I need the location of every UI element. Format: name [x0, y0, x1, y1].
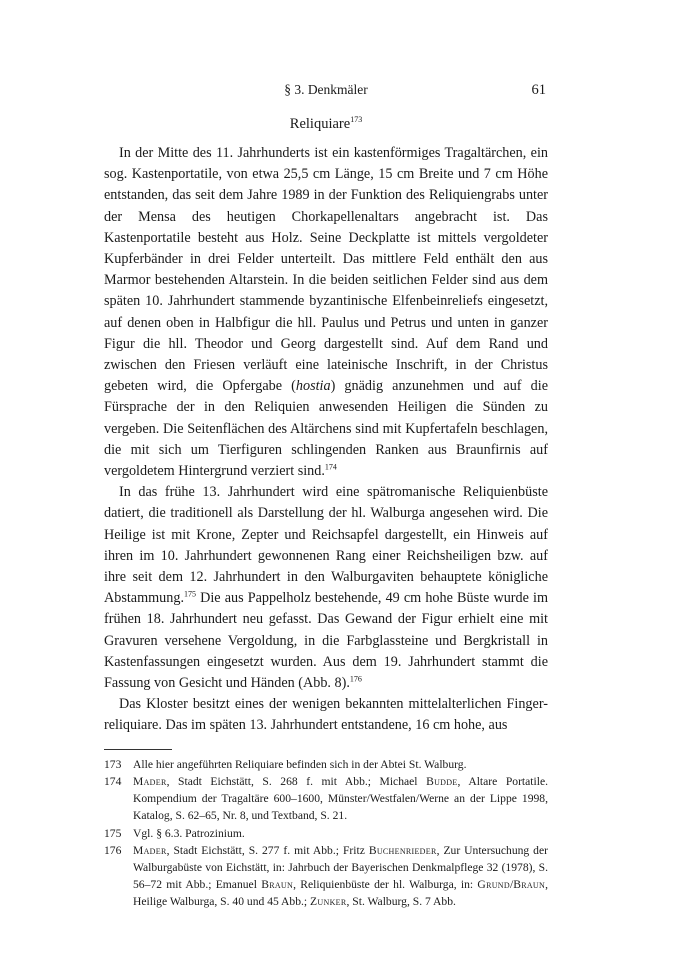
- paragraph-2: [104, 482, 548, 694]
- author-name: Braun: [513, 878, 546, 892]
- footnote-text-part: , Heilige Walburga, S. 40 und 45 Abb.;: [133, 878, 548, 909]
- footnote-text: Alle hier angeführten Reliquiare befinden sich in der Abtei St. Walburg.: [133, 757, 467, 771]
- author-name: Grund: [477, 878, 510, 892]
- footnote-number: 175: [104, 826, 122, 840]
- footnote-text-part: , Stadt Eichstätt, S. 268 f. mit Abb.; Michael: [166, 774, 427, 788]
- footnote-ref-176[interactable]: 176: [349, 674, 362, 684]
- paragraph-2-text: In das frühe 13. Jahrhundert wird eine spätromanische Reliquienbüste datiert, die traditionell als Darstellung der hl. Walburga angesehen wird. Die Heilige ist mit Krone, Zepter und Reichsapfel dargestellt, ein Hinweis auf ihren im 10. Jahrhundert gewonnenen Rang einer Reichsheiligen bzw. auf ihre seit dem 12. Jahrhundert in den Walburgaviten behauptete königliche Abstammung.: [104, 484, 548, 607]
- footnote-number: 173: [104, 757, 122, 771]
- paragraph-3-text: Das Kloster besitzt eines der wenigen bekannten mittelalterlichen Finger-reliquiare. Das im späten 13. Jahrhundert entstandene, 16 cm hohe, aus: [104, 696, 548, 734]
- footnote-text: Vgl. § 6.3. Patrozinium.: [133, 826, 245, 840]
- footnote-text-part: /: [509, 878, 514, 892]
- footnote-173: [104, 756, 548, 773]
- footnote-176: [104, 842, 548, 911]
- paragraph-1: [104, 143, 548, 482]
- footnote-175: [104, 825, 548, 842]
- paragraph-3: [104, 694, 548, 736]
- author-name: Buchenrieder: [368, 843, 437, 857]
- footnote-text-part: , St. Walburg, S. 7 Abb.: [346, 895, 456, 909]
- running-head-title: § 3. Denkmäler: [284, 82, 368, 97]
- footnote-text-part: , Zur Untersuchung der Walburgabüste von Eichstätt, in: Jahrbuch der Bayerischen Denkmalpflege 32 (1978), S. 56–72 mit Abb.; Emanuel: [133, 843, 548, 892]
- author-name: Mader: [133, 843, 167, 857]
- author-name: Braun: [261, 878, 294, 892]
- section-title: [104, 116, 548, 133]
- paragraph-1-text: In der Mitte des 11. Jahrhunderts ist ein kastenförmiges Tragaltärchen, ein sog. Kastenportatile, von etwa 25,5 cm Länge, 15 cm Breite und 7 cm Höhe entstanden, das seit dem Jahre 1989 in der Funktion des Reliquiengrabs unter der Mensa des heutigen Chorkapellenaltars angebracht ist. Das Kastenportatile besteht aus Holz. Seine Deckplatte ist mittels vergoldeter Kupferbänder in drei Felder unterteilt. Das mittlere Feld enthält den aus Marmor bestehenden Altarstein. In die beiden seitlichen Felder sind aus dem späten 10. Jahrhundert stammende byzantinische Elfenbeinreliefs eingesetzt, auf denen oben in Halbfigur die hll. Paulus und Petrus und unten in ganzer Figur die hll. Theodor und Georg dargestellt sind. Auf dem Rand und zwischen den Friesen verläuft eine lateinische Inschrift, in der Christus gebeten wird, die Opfergabe (: [104, 145, 548, 395]
- book-page: [104, 82, 548, 911]
- footnote-number: 174: [104, 774, 122, 788]
- footnote-text-part: , Altare Portatile. Kompendium der Tragaltäre 600–1600, Münster/Westfalen/Werne an der Lippe 1998, Katalog, S. 62–65, Nr. 8, und Textband, S. 21.: [133, 774, 549, 823]
- footnote-text: [133, 773, 548, 825]
- footnote-ref-173[interactable]: 173: [350, 115, 363, 125]
- footnote-number: 176: [104, 843, 122, 857]
- paragraph-1-text-cont: ) gnädig anzunehmen und auf die Fürsprache der in den Reliquien anwesenden Heiligen die Sünden zu vergeben. Die Seitenflächen des Altärchens sind mit Kupfertafeln beschlagen, die mit sich um Tierfiguren schlingenden Ranken aus Braunfirnis auf vergoldetem Hintergrund verziert sind.: [104, 378, 548, 480]
- footnote-ref-175[interactable]: 175: [184, 589, 196, 599]
- italic-term-hostia: hostia: [295, 378, 331, 395]
- footnote-ref-174[interactable]: 174: [324, 462, 337, 472]
- body-text: [104, 143, 548, 737]
- footnote-text: [133, 842, 548, 911]
- section-title-text: Reliquiare: [289, 116, 351, 132]
- footnote-divider: [104, 749, 172, 750]
- footnote-174: [104, 773, 548, 825]
- running-head: [104, 82, 548, 104]
- paragraph-2-text-cont: Die aus Pappelholz bestehende, 49 cm hohe Büste wurde im frühen 18. Jahrhundert neu gefasst. Das Gewand der Figur erhielt eine mit Gravuren versehene Vergoldung, in die Farbglassteine und Bergkristall in Kastenfassungen eingesetzt wurden. Aus dem 19. Jahrhundert stammt die Fassung von Gesicht und Händen (Abb. 8).: [104, 590, 548, 692]
- footnote-text-part: , Stadt Eichstätt, S. 277 f. mit Abb.; Fritz: [166, 843, 369, 857]
- footnote-text-part: , Reliquienbüste der hl. Walburga, in:: [293, 878, 478, 892]
- author-name: Budde: [426, 774, 458, 788]
- footnotes: [104, 756, 548, 911]
- author-name: Mader: [133, 774, 167, 788]
- author-name: Zunker: [310, 895, 347, 909]
- page-number: 61: [531, 82, 546, 98]
